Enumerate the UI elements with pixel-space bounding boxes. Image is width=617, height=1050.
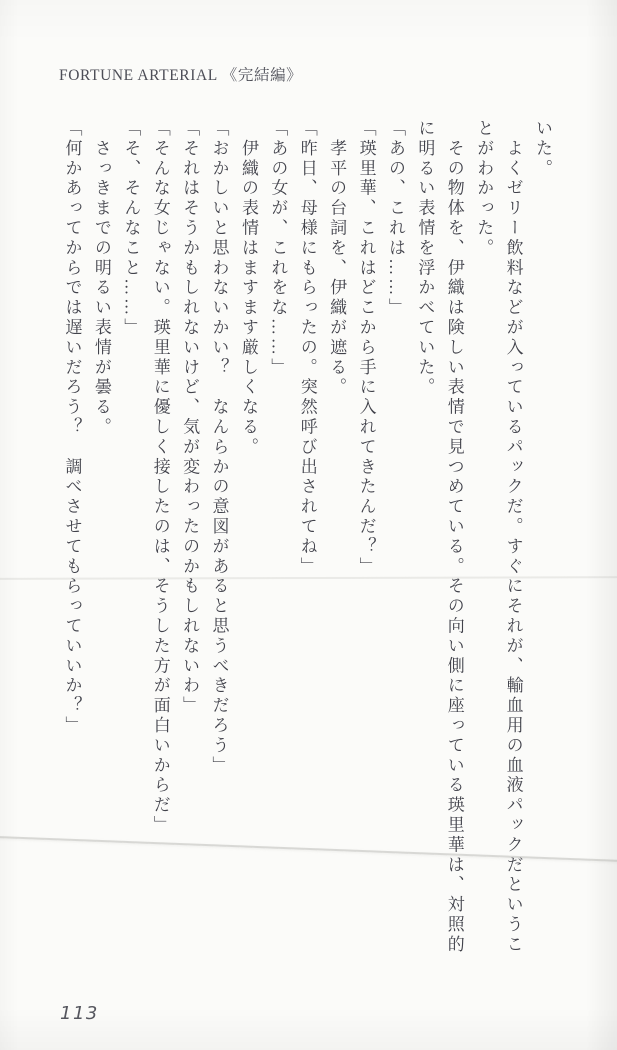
page-text-body [55,119,557,959]
text-column: 「それはそうかもしれないけど、気が変わったのかもしれないわ」 [180,119,200,716]
text-column: 伊織の表情はますます厳しくなる。 [238,119,258,458]
text-column: その物体を、伊織は険しい表情で見つめている。その向い側に座っている瑛里華は、対照的 [444,119,464,955]
text-column: 「何かあってからでは遅いだろう？ 調べさせてもらっていいか？」 [62,119,82,736]
text-column: いた。 [533,119,552,179]
text-column: に明るい表情を浮かべていた。 [415,119,435,398]
text-column: 孝平の台詞を、伊織が遮る。 [327,119,347,398]
text-column: 「そんな女じゃない。瑛里華に優しく接したのは、そうした方が面白いからだ」 [150,119,170,836]
text-column: 「あの女が、これをな……」 [268,119,288,378]
page-number: 113 [60,1003,99,1024]
text-column: さっきまでの明るい表情が曇る。 [91,119,111,438]
text-column: 「あの、これは……」 [385,119,405,318]
text-column: 「瑛里華、これはどこから手に入れてきたんだ？」 [356,119,376,577]
text-column: とがわかった。 [474,119,494,259]
text-column: 「そ、そんなこと……」 [121,119,141,338]
text-column: よくゼリー飲料などが入っているパックだ。すぐにそれが、輸血用の血液パックだというこ [503,119,523,955]
text-column: 「おかしいと思わないかい？ なんらかの意図があると思うべきだろう」 [209,119,229,776]
running-head-title: FORTUNE ARTERIAL 《完結編》 [59,67,303,84]
text-column: 「昨日、母様にもらったの。突然呼び出されてね」 [297,119,317,577]
